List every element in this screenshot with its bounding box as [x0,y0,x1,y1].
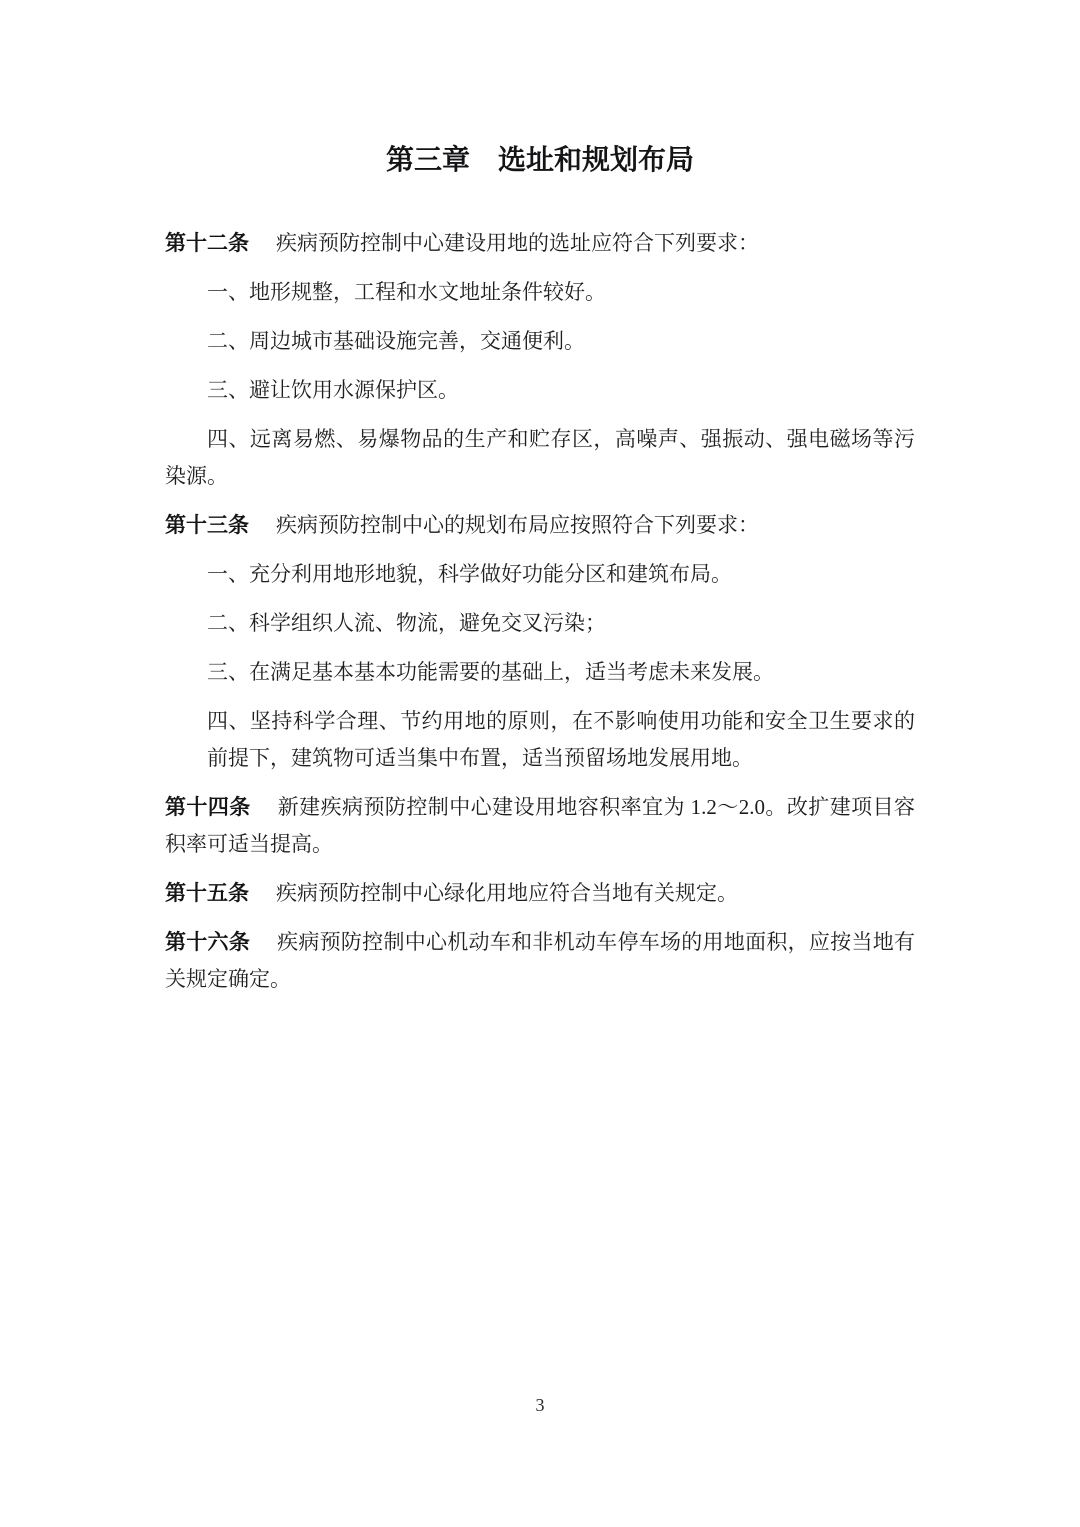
article-12 [165,225,915,262]
article-14-intro: 新建疾病预防控制中心建设用地容积率宜为 1.2～2.0。改扩建项目容积率可适当提高。 [165,795,916,856]
article-12-item-2: 二、周边城市基础设施完善，交通便利。 [207,329,585,353]
article-13-label: 第十三条 [165,513,249,537]
article-16-intro: 疾病预防控制中心机动车和非机动车停车场的用地面积，应按当地有关规定确定。 [165,930,916,991]
article-13-item-1: 一、充分利用地形地貌，科学做好功能分区和建筑布局。 [207,562,732,586]
article-13 [165,507,915,544]
page-number: 3 [535,1395,545,1415]
article-14-label: 第十四条 [165,795,251,819]
article-13-item-4: 四、坚持科学合理、节约用地的原则，在不影响使用功能和安全卫生要求的前提下，建筑物可适当集中布置，适当预留场地发展用地。 [207,709,915,770]
article-12-item-3: 三、避让饮用水源保护区。 [207,378,459,402]
article-15 [165,875,915,912]
chapter-title: 第三章 选址和规划布局 [385,145,694,176]
article-15-label: 第十五条 [165,881,249,905]
article-12-intro: 疾病预防控制中心建设用地的选址应符合下列要求： [276,231,759,255]
article-13-item-3: 三、在满足基本基本功能需要的基础上，适当考虑未来发展。 [207,660,774,684]
article-13-intro: 疾病预防控制中心的规划布局应按照符合下列要求： [276,513,759,537]
article-13-item-2: 二、科学组织人流、物流，避免交叉污染； [207,611,606,635]
article-15-intro: 疾病预防控制中心绿化用地应符合当地有关规定。 [276,881,738,905]
article-12-label: 第十二条 [165,231,249,255]
article-14 [165,789,915,863]
article-16 [165,924,915,998]
article-16-label: 第十六条 [165,930,251,954]
article-12-item-4: 四、远离易燃、易爆物品的生产和贮存区，高噪声、强振动、强电磁场等污染源。 [165,427,915,488]
article-12-item-1: 一、地形规整，工程和水文地址条件较好。 [207,280,606,304]
